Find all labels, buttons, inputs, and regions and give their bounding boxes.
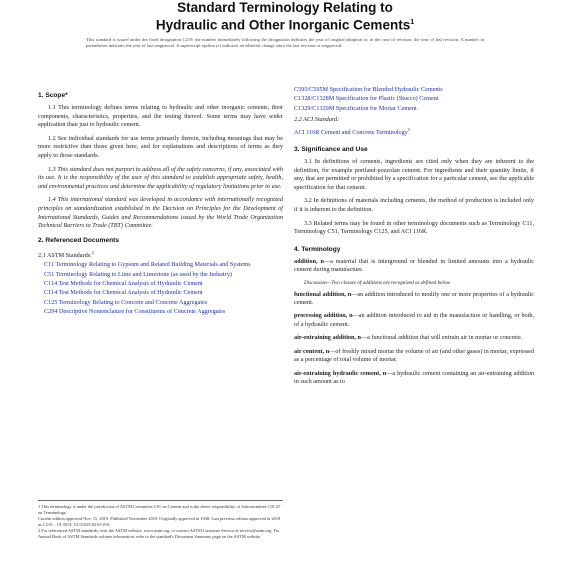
- definition-entry: [294, 291, 534, 308]
- definition-entry: [294, 312, 534, 329]
- scope-1-1: 1.1 This terminology defines terms relating to hydraulic and other inorganic cements, their components, characteristics, properties, and the testing thereof. Some terms may have wider application than just to hydraulic cement.: [38, 104, 283, 129]
- footnote-2: 2 For referenced ASTM standards, visit the ASTM website, www.astm.org, or contact ASTM Customer Service at service@astm.org. For Annual Book of ASTM Standards volume information, refer to the standard's Document Summary page on the ASTM website.: [38, 528, 280, 539]
- standard-code-link[interactable]: C11: [44, 261, 55, 269]
- referenced-continued-item: [294, 105, 534, 113]
- standard-title: Specification for Blended Hydraulic Cements: [329, 86, 443, 93]
- definition-entry: [294, 258, 534, 275]
- standard-title: Terminology Relating to Lime and Limestone (as used by the Industry): [55, 270, 232, 278]
- footnotes: [38, 500, 283, 541]
- standard-code-link[interactable]: C114: [44, 280, 58, 287]
- referenced-continued-item: [294, 95, 534, 103]
- referenced-item: [38, 299, 283, 307]
- footnote-1: 1 This terminology is under the jurisdiction of ASTM Committee C01 on Cement and is the direct responsibility of Subcommittee C01.07 on Terminology.: [38, 504, 281, 515]
- standard-code-link[interactable]: C294: [44, 308, 58, 316]
- standard-title: Specification for Mortar Cement: [335, 104, 417, 112]
- referenced-item: [38, 261, 283, 269]
- referenced-item: [38, 280, 283, 288]
- definition-text: —of freshly mixed mortar the volume of air (and other gases) in mortar, expressed as a percentage of total volume of mortar.: [294, 347, 535, 364]
- standard-code-link[interactable]: C114: [44, 289, 58, 297]
- standard-code-link[interactable]: C51: [44, 270, 55, 278]
- referenced-item: [38, 308, 283, 316]
- aci-standard-label: 2.2 ACI Standard:: [294, 116, 340, 124]
- standard-code-link[interactable]: C125: [44, 298, 58, 306]
- definition-term: air-entraining hydraulic cement, n: [294, 369, 387, 377]
- scope-1-4: 1.4 This international standard was developed in accordance with internationally recognized principles on standardization established in the Decision on Principles for the Development of International Standards, Guides and Recommendations issued by the World Trade Organization Technical Barriers to Trade (TBT) Committee.: [38, 196, 283, 230]
- definition-term: air content, n: [294, 347, 330, 355]
- definition-entry: [294, 334, 534, 342]
- standard-title: Terminology Relating to Concrete and Concrete Aggregates: [58, 298, 208, 306]
- standard-title: Test Methods for Chemical Analysis of Hydraulic Cement: [58, 289, 203, 297]
- scope-1-3: 1.3 This standard does not purport to address all of the safety concerns, if any, associated with its use. It is the responsibility of the user of this standard to establish appropriate safety, health, and environmental practices and determine the applicability of regulatory limitations prior to use.: [38, 165, 283, 190]
- definition-term: addition, n: [294, 257, 324, 265]
- definition-term: air-entraining addition, n: [294, 334, 361, 342]
- terminology-heading: 4. Terminology: [294, 245, 341, 253]
- definition-text: —an addition introduced to modify one or more properties of a hydraulic cement.: [294, 290, 534, 307]
- definition-text: —a material that is interground or blended in limited amounts into a hydraulic cement during manufacture.: [294, 257, 535, 274]
- standard-title: Specification for Plastic (Stucco) Cement: [335, 95, 439, 103]
- standard-code-link[interactable]: C1328/C1328M: [294, 95, 335, 103]
- preamble-note: This standard is issued under the fixed designation C219; the number immediately following the designation indicates the year of original adoption or, in the case of revision, the year of last revision. A number in parentheses indicates the year of last reapproval. A superscript epsilon (ε) indicates an editorial change since the last revision or reapproval.: [86, 37, 484, 48]
- astm-standards-label: 2.1 ASTM Standards:: [38, 251, 92, 259]
- title-line-2: Hydraulic and Other Inorganic Cements: [155, 17, 411, 33]
- definition-text: —an addition introduced to aid in the manufacture or handling, or both, of a hydraulic cement.: [294, 312, 534, 328]
- significance-3-2: 3.2 In definitions of materials including cements, the method of production is included only if it is inherent to the definition.: [294, 197, 534, 214]
- footnote-1-edition: Current edition approved Nov. 15, 2019. Published November 2019. Originally approved in 1948. Last previous edition approved in 2019 as C219 – 19. DOI: 10.1520/C0219-19A.: [38, 516, 281, 527]
- aci-footnote-mark: 3: [407, 126, 410, 132]
- scope-1-2: 1.2 See individual standards for use terms primarily therein, including meanings that may be more restrictive than those given here, and for explanations and descriptions of terms as they apply to those standards.: [38, 134, 283, 159]
- significance-3-3: 3.3 Related terms may be found in other terminology documents such as Terminology C11, Terminology C51, Terminology C125, and ACI 116R.: [294, 219, 534, 236]
- standard-title: Test Methods for Chemical Analysis of Hydraulic Cement: [58, 280, 203, 287]
- left-column: [38, 86, 283, 318]
- standard-code-link[interactable]: C1329/C1329M: [294, 104, 335, 112]
- referenced-item: [38, 271, 283, 279]
- definition-discussion: Discussion—Two classes of additions are recognized as defined below.: [304, 279, 451, 286]
- definition-text: —a hydraulic cement containing an air-entraining addition in such amount as to: [294, 369, 535, 385]
- definition-text: —a functional addition that will entrain air in mortar or concrete.: [360, 334, 523, 342]
- document-title: [0, 0, 570, 33]
- standard-code-link[interactable]: C595/C595M: [294, 86, 329, 93]
- standard-title: Descriptive Nomenclature for Constituents of Concrete Aggregates: [58, 308, 226, 316]
- referenced-heading: 2. Referenced Documents: [38, 236, 119, 244]
- definition-term: functional addition, n: [294, 290, 352, 298]
- significance-3-1: 3.1 In definitions of cements, ingredients are cited only when they are inherent to the definition, for example portland-pozzolan cement. For ingredients and their quantity limits, if any, that are permitted or prohibited by a specification for a particular cement, see the applicable specification for that cement.: [294, 158, 534, 191]
- significance-heading: 3. Significance and Use: [294, 146, 368, 154]
- scope-heading: 1. Scope*: [38, 92, 68, 99]
- standard-title: Terminology Relating to Gypsum and Related Building Materials and Systems: [55, 261, 251, 269]
- referenced-continued-item: [294, 86, 534, 94]
- referenced-item: [38, 289, 283, 297]
- right-column: [294, 86, 534, 391]
- aci-116r-link[interactable]: ACI 116R Cement and Concrete Terminology: [294, 128, 408, 136]
- referenced-list: [38, 261, 283, 316]
- referenced-list-continued: [294, 86, 534, 113]
- definition-entry: [294, 348, 534, 365]
- title-footnote-mark: 1: [410, 19, 415, 26]
- definition-entry: [294, 370, 534, 387]
- definition-term: processing addition, n: [294, 312, 353, 320]
- definitions-list: [294, 258, 534, 386]
- title-line-1: Standard Terminology Relating to: [177, 0, 393, 15]
- astm-footnote-mark: 2: [91, 249, 94, 255]
